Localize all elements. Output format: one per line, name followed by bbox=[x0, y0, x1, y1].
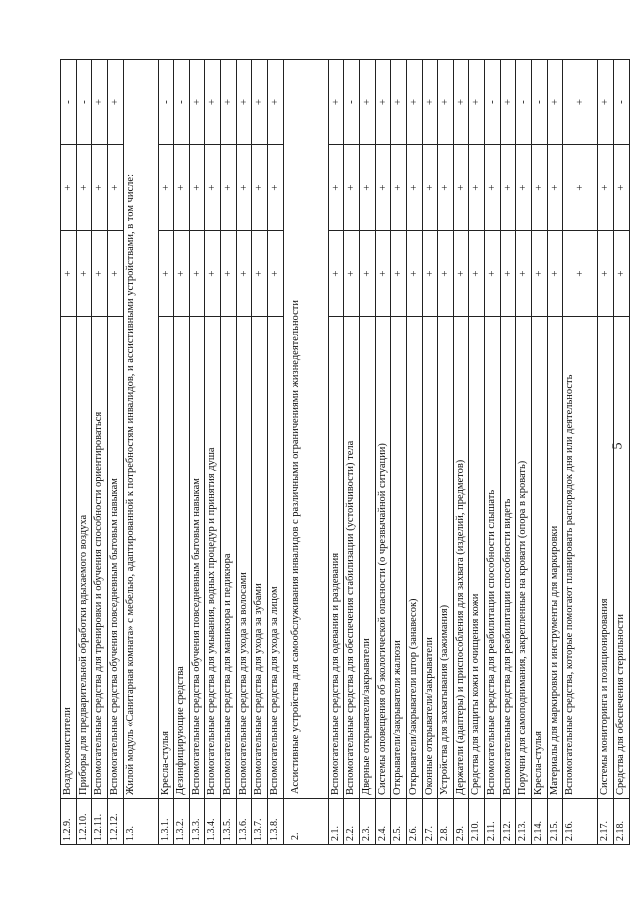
section-row bbox=[123, 60, 158, 845]
row-number: 2.13. bbox=[516, 799, 532, 845]
table-row bbox=[422, 60, 438, 845]
mark-a: + bbox=[547, 231, 563, 317]
mark-b: + bbox=[76, 145, 92, 231]
mark-a: + bbox=[252, 231, 268, 317]
mark-c: - bbox=[532, 60, 548, 145]
mark-a: + bbox=[61, 231, 77, 317]
mark-b: + bbox=[375, 145, 391, 231]
mark-a: + bbox=[236, 231, 252, 317]
mark-c: - bbox=[516, 60, 532, 145]
table-row bbox=[92, 60, 108, 845]
row-number: 1.3.1. bbox=[158, 799, 174, 845]
mark-a: + bbox=[189, 231, 205, 317]
row-number: 1.3.3. bbox=[189, 799, 205, 845]
row-name: Системы мониторинга и позиционирования bbox=[598, 317, 614, 799]
row-number: 2.15. bbox=[547, 799, 563, 845]
row-name: Вспомогательные средства обучения повседневным бытовым навыкам bbox=[189, 317, 205, 799]
row-number: 2.8. bbox=[438, 799, 454, 845]
row-name: Открыватели/закрыватели штор (занавесок) bbox=[406, 317, 422, 799]
row-name: Устройства для захватывания (зажимания) bbox=[438, 317, 454, 799]
table-row bbox=[252, 60, 268, 845]
row-name: Оконные открыватели/закрыватели bbox=[422, 317, 438, 799]
mark-b: + bbox=[92, 145, 108, 231]
mark-a: + bbox=[598, 231, 614, 317]
row-number: 2.5. bbox=[391, 799, 407, 845]
table-row bbox=[76, 60, 92, 845]
mark-b: + bbox=[61, 145, 77, 231]
mark-b: + bbox=[422, 145, 438, 231]
mark-a: + bbox=[453, 231, 469, 317]
mark-a: + bbox=[221, 231, 237, 317]
mark-a: + bbox=[158, 231, 174, 317]
row-name: Системы оповещения об экологической опасности (о чрезвычайной ситуации) bbox=[375, 317, 391, 799]
row-name: Вспомогательные средства, которые помогают планировать распорядок дня или деятельность bbox=[563, 317, 598, 799]
row-name: Держатели (адаптеры) и приспособления для захвата (изделий, предметов) bbox=[453, 317, 469, 799]
mark-c: + bbox=[252, 60, 268, 145]
row-name: Средства для защиты кожи и очищения кожи bbox=[469, 317, 485, 799]
row-name: Воздухоочистители bbox=[61, 317, 77, 799]
mark-a: + bbox=[328, 231, 344, 317]
mark-a: + bbox=[76, 231, 92, 317]
mark-c: - bbox=[344, 60, 360, 145]
mark-a: + bbox=[485, 231, 501, 317]
section-title: Жилой модуль «Санитарная комната» с мебелью, адаптированной к потребностям инвалидов, и ассистивными устройствами, в том числе: bbox=[123, 60, 158, 799]
mark-a: + bbox=[532, 231, 548, 317]
table-row bbox=[469, 60, 485, 845]
row-number: 2.4. bbox=[375, 799, 391, 845]
table-row bbox=[158, 60, 174, 845]
mark-c: - bbox=[158, 60, 174, 145]
row-name: Материалы для маркировки и инструменты для маркировки bbox=[547, 317, 563, 799]
mark-b: + bbox=[252, 145, 268, 231]
row-name: Вспомогательные средства для ухода за зубами bbox=[252, 317, 268, 799]
mark-a: + bbox=[391, 231, 407, 317]
row-name: Вспомогательные средства для реабилитации способности видеть bbox=[500, 317, 516, 799]
mark-b: + bbox=[438, 145, 454, 231]
table-row bbox=[438, 60, 454, 845]
table-row bbox=[268, 60, 284, 845]
mark-b: + bbox=[500, 145, 516, 231]
row-name: Вспомогательные средства для тренировки и обучения способности ориентироваться bbox=[92, 317, 108, 799]
row-name: Кресла-стулья bbox=[158, 317, 174, 799]
table-row bbox=[563, 60, 598, 845]
mark-a: + bbox=[406, 231, 422, 317]
page-number: 5 bbox=[610, 442, 626, 450]
table-row bbox=[500, 60, 516, 845]
mark-b: + bbox=[532, 145, 548, 231]
mark-b: + bbox=[516, 145, 532, 231]
table-row bbox=[516, 60, 532, 845]
row-number: 2.2. bbox=[344, 799, 360, 845]
mark-b: + bbox=[406, 145, 422, 231]
mark-c: + bbox=[375, 60, 391, 145]
row-name: Вспомогательные средства для одевания и раздевания bbox=[328, 317, 344, 799]
row-number: 2.18. bbox=[613, 799, 629, 845]
row-number: 1.2.10. bbox=[76, 799, 92, 845]
mark-b: + bbox=[613, 145, 629, 231]
row-number: 2.9. bbox=[453, 799, 469, 845]
row-number: 2.6. bbox=[406, 799, 422, 845]
mark-b: + bbox=[344, 145, 360, 231]
mark-b: + bbox=[328, 145, 344, 231]
table-row bbox=[236, 60, 252, 845]
mark-c: - bbox=[174, 60, 190, 145]
mark-a: + bbox=[344, 231, 360, 317]
mark-c: + bbox=[205, 60, 221, 145]
table-row bbox=[391, 60, 407, 845]
mark-a: + bbox=[375, 231, 391, 317]
mark-a: + bbox=[92, 231, 108, 317]
table-row bbox=[613, 60, 629, 845]
row-number: 1.2.9. bbox=[61, 799, 77, 845]
row-name: Вспомогательные средства обучения повседневным бытовым навыкам bbox=[107, 317, 123, 799]
table-row bbox=[375, 60, 391, 845]
row-name: Дезинфицирующие средства bbox=[174, 317, 190, 799]
mark-c: + bbox=[422, 60, 438, 145]
mark-c: + bbox=[92, 60, 108, 145]
mark-c: + bbox=[500, 60, 516, 145]
mark-a: + bbox=[469, 231, 485, 317]
table-row bbox=[189, 60, 205, 845]
mark-b: + bbox=[174, 145, 190, 231]
row-name: Кресла-стулья bbox=[532, 317, 548, 799]
mark-a: + bbox=[563, 231, 598, 317]
mark-c: + bbox=[453, 60, 469, 145]
mark-c: - bbox=[485, 60, 501, 145]
mark-b: + bbox=[189, 145, 205, 231]
section-number: 2. bbox=[283, 799, 328, 845]
mark-c: + bbox=[107, 60, 123, 145]
mark-b: + bbox=[391, 145, 407, 231]
mark-b: + bbox=[268, 145, 284, 231]
table-row bbox=[344, 60, 360, 845]
mark-c: - bbox=[76, 60, 92, 145]
mark-b: + bbox=[359, 145, 375, 231]
table-row bbox=[453, 60, 469, 845]
mark-b: + bbox=[469, 145, 485, 231]
row-name: Вспомогательные средства для умывания, водных процедур и принятия душа bbox=[205, 317, 221, 799]
section-number: 1.3. bbox=[123, 799, 158, 845]
row-number: 1.3.6. bbox=[236, 799, 252, 845]
table-row bbox=[485, 60, 501, 845]
mark-a: + bbox=[268, 231, 284, 317]
mark-b: + bbox=[158, 145, 174, 231]
mark-b: + bbox=[221, 145, 237, 231]
row-number: 2.7. bbox=[422, 799, 438, 845]
row-name: Вспомогательные средства для ухода за волосами bbox=[236, 317, 252, 799]
row-number: 1.3.4. bbox=[205, 799, 221, 845]
row-number: 2.3. bbox=[359, 799, 375, 845]
row-name: Открыватели/закрыватели жалюзи bbox=[391, 317, 407, 799]
row-number: 2.11. bbox=[485, 799, 501, 845]
row-name: Дверные открыватели/закрыватели bbox=[359, 317, 375, 799]
mark-b: + bbox=[107, 145, 123, 231]
mark-b: + bbox=[598, 145, 614, 231]
mark-c: + bbox=[563, 60, 598, 145]
table-row bbox=[406, 60, 422, 845]
mark-a: + bbox=[500, 231, 516, 317]
mark-b: + bbox=[485, 145, 501, 231]
row-number: 2.16. bbox=[563, 799, 598, 845]
mark-c: + bbox=[189, 60, 205, 145]
row-number: 1.3.8. bbox=[268, 799, 284, 845]
mark-c: + bbox=[221, 60, 237, 145]
table-row bbox=[359, 60, 375, 845]
table-row bbox=[61, 60, 77, 845]
mark-c: + bbox=[328, 60, 344, 145]
row-number: 1.3.2. bbox=[174, 799, 190, 845]
table-row bbox=[328, 60, 344, 845]
mark-b: + bbox=[547, 145, 563, 231]
mark-c: + bbox=[391, 60, 407, 145]
mark-a: + bbox=[205, 231, 221, 317]
equipment-table bbox=[60, 59, 630, 845]
mark-c: + bbox=[469, 60, 485, 145]
rotated-page bbox=[60, 60, 640, 845]
row-number: 1.2.12. bbox=[107, 799, 123, 845]
table-row bbox=[532, 60, 548, 845]
table-row bbox=[598, 60, 614, 845]
table-row bbox=[174, 60, 190, 845]
mark-b: + bbox=[563, 145, 598, 231]
mark-a: + bbox=[107, 231, 123, 317]
mark-a: + bbox=[422, 231, 438, 317]
table-row bbox=[205, 60, 221, 845]
mark-a: + bbox=[174, 231, 190, 317]
mark-c: + bbox=[438, 60, 454, 145]
row-name: Вспомогательные средства для ухода за лицом bbox=[268, 317, 284, 799]
mark-a: + bbox=[613, 231, 629, 317]
mark-c: - bbox=[61, 60, 77, 145]
row-name: Поручни для самоподнимания, закрепленные на кровати (опора в кровать) bbox=[516, 317, 532, 799]
row-number: 2.10. bbox=[469, 799, 485, 845]
row-number: 2.14. bbox=[532, 799, 548, 845]
section-title: Ассистивные устройства для самообслуживания инвалидов с различными ограничениями жизнедеятельности bbox=[283, 60, 328, 799]
row-number: 1.3.5. bbox=[221, 799, 237, 845]
table-row bbox=[547, 60, 563, 845]
mark-b: + bbox=[236, 145, 252, 231]
row-name: Вспомогательные средства для обеспечения стабилизации (устойчивости) тела bbox=[344, 317, 360, 799]
mark-c: + bbox=[236, 60, 252, 145]
mark-c: + bbox=[268, 60, 284, 145]
mark-b: + bbox=[453, 145, 469, 231]
mark-c: + bbox=[406, 60, 422, 145]
mark-c: + bbox=[598, 60, 614, 145]
mark-a: + bbox=[438, 231, 454, 317]
row-number: 2.1. bbox=[328, 799, 344, 845]
table-row bbox=[221, 60, 237, 845]
table-row bbox=[107, 60, 123, 845]
mark-a: + bbox=[516, 231, 532, 317]
section-row bbox=[283, 60, 328, 845]
mark-c: - bbox=[613, 60, 629, 145]
row-name: Вспомогательные средства для маникюра и педикюра bbox=[221, 317, 237, 799]
row-number: 1.2.11. bbox=[92, 799, 108, 845]
row-number: 2.12. bbox=[500, 799, 516, 845]
mark-c: + bbox=[547, 60, 563, 145]
mark-b: + bbox=[205, 145, 221, 231]
row-number: 1.3.7. bbox=[252, 799, 268, 845]
row-name: Средства для обеспечения стерильности bbox=[613, 317, 629, 799]
row-name: Вспомогательные средства для реабилитации способности слышать bbox=[485, 317, 501, 799]
row-name: Приборы для предварительной обработки вдыхаемого воздуха bbox=[76, 317, 92, 799]
row-number: 2.17. bbox=[598, 799, 614, 845]
mark-c: + bbox=[359, 60, 375, 145]
mark-a: + bbox=[359, 231, 375, 317]
